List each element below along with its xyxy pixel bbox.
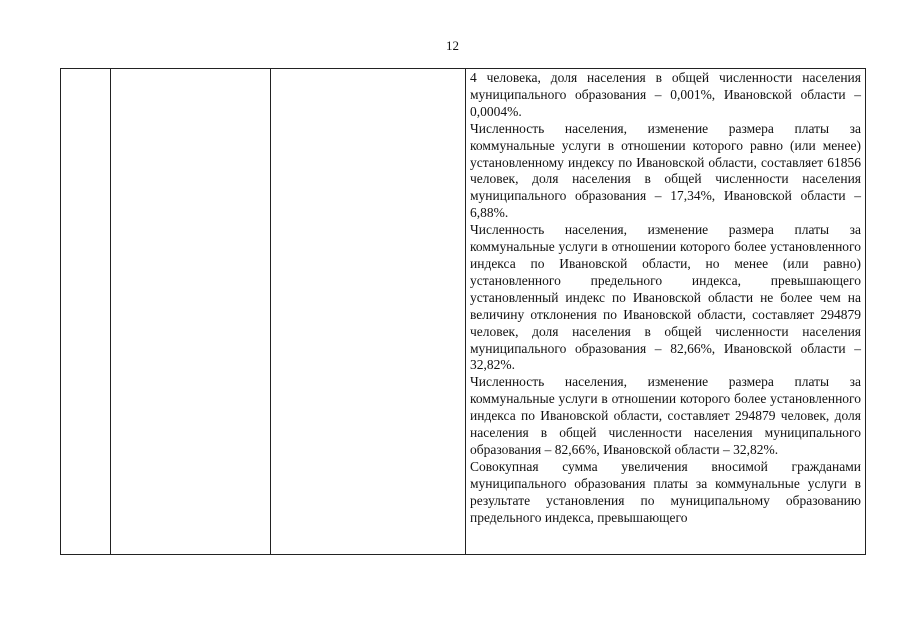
paragraph-population-between-index-and-limit: Численность населения, изменение размера платы за коммунальные услуги в отношении которого более установленного индекса по Ивановской области, но менее (или равно) установленного предельного индекса, превышающего установленный индекс по Ивановской области не более чем на величину отклонения по Ивановской области, составляет 294879 человек, доля населения в общей численности населения муниципального образования – 82,66%, Ивановской области – 32,82%. — [470, 222, 861, 373]
paragraph-total-increase-sum: Совокупная сумма увеличения вносимой гражданами муниципального образования платы за коммунальные услуги в результате установления по муниципальному образованию предельного индекса, превышающего — [470, 458, 861, 525]
paragraph-population-above-index: Численность населения, изменение размера платы за коммунальные услуги в отношении которого более установленного индекса по Ивановской области, составляет 294879 человек, доля населения в общей численности населения муниципального образования – 82,66%, Ивановской области – 32,82%. — [470, 374, 861, 457]
document-table — [60, 68, 866, 555]
table-cell-column-3 — [271, 69, 466, 554]
page-number: 12 — [446, 38, 459, 53]
table-cell-column-4 — [466, 69, 865, 554]
table-cell-column-2 — [111, 69, 271, 554]
table-cell-column-1 — [61, 69, 111, 554]
paragraph-population-equal-or-less-index: Численность населения, изменение размера платы за коммунальные услуги в отношении которого равно (или менее) установленному индексу по Ивановской области, составляет 61856 человек, доля населения в общей численности населения муниципального образования – 17,34%, Ивановской области – 6,88%. — [470, 120, 861, 221]
paragraph-population-count-end: 4 человека, доля населения в общей численности населения муниципального образования – 0,001%, Ивановской области – 0,0004%. — [470, 70, 861, 119]
